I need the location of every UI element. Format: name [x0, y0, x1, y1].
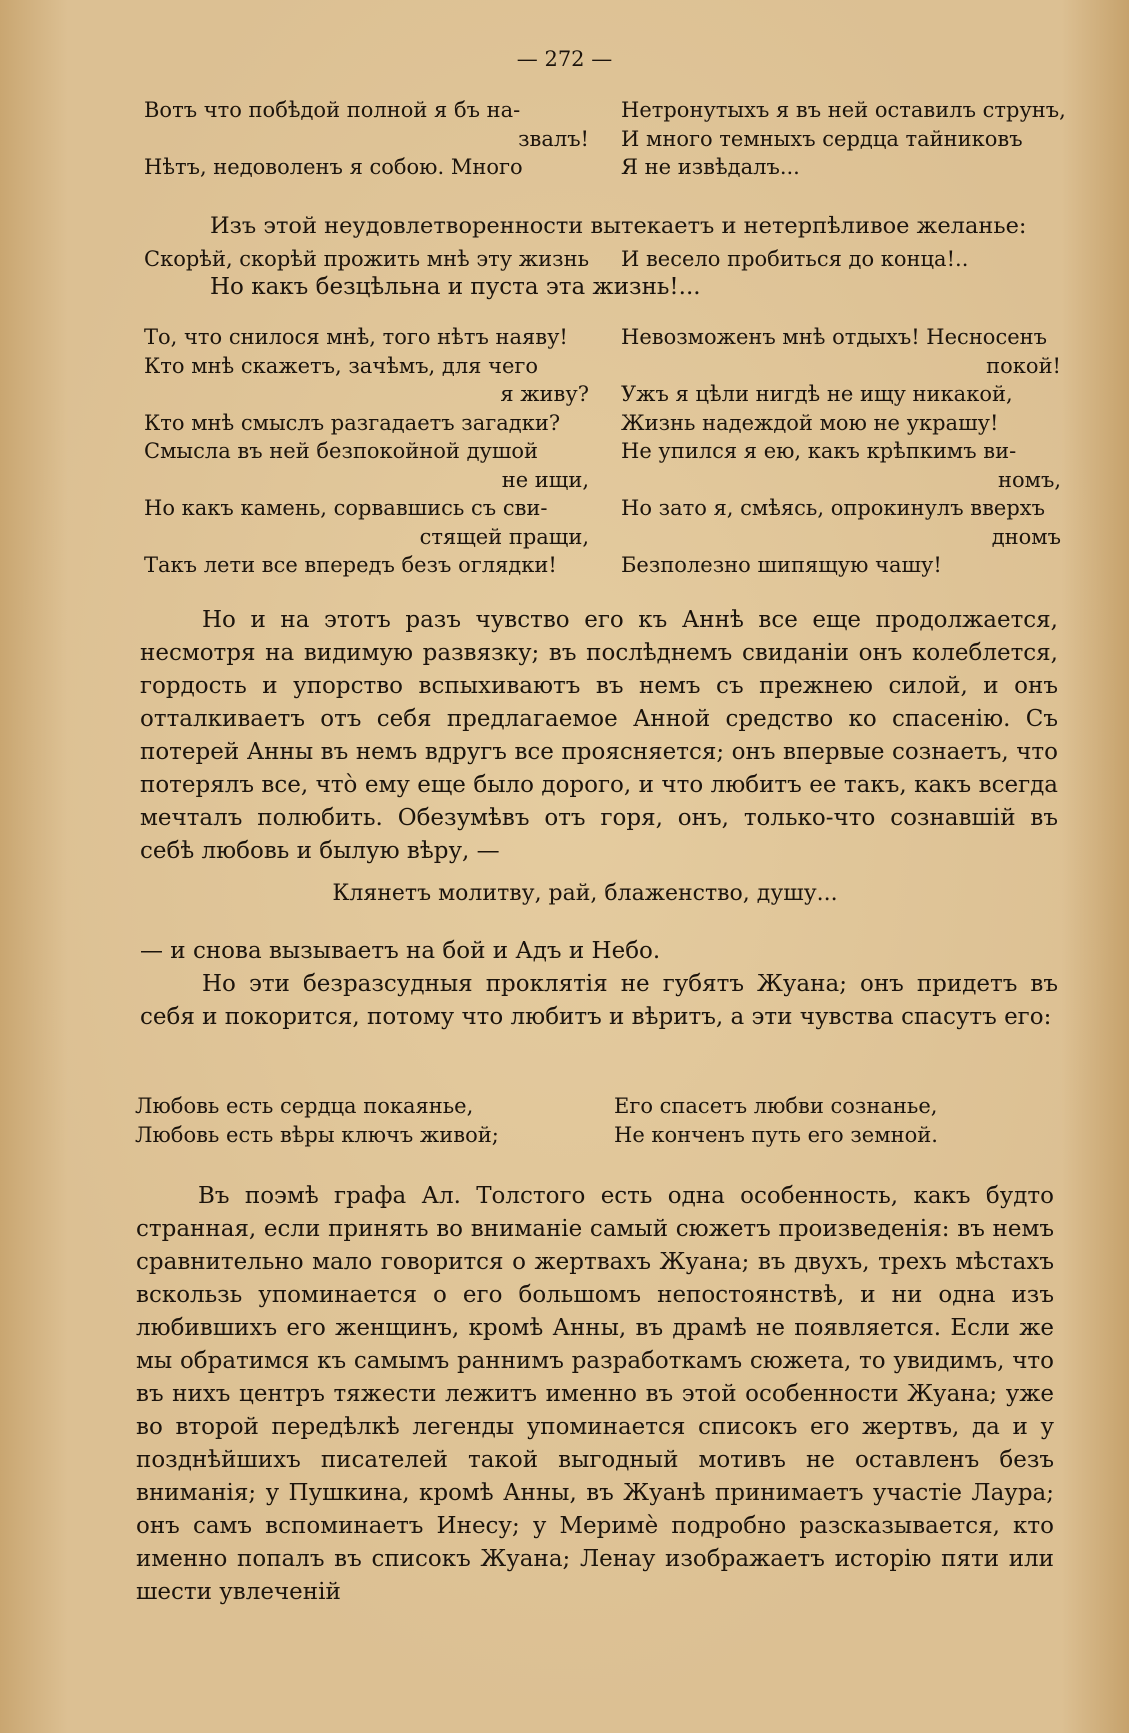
verse-line: Я не извѣдалъ... [621, 155, 800, 179]
paragraph-text: Въ поэмѣ графа Ал. Толстого есть одна особенность, какъ будто странная, если принять во вниманіе самый сюжетъ произведенія: въ немъ сравнительно мало говорится о жертвахъ Жуана; въ двухъ, трехъ мѣстахъ вскользь упоминается о его большомъ непостоянствѣ, и ни одна изъ любившихъ его женщинъ, кромѣ Анны, въ драмѣ не появляется. Если же мы обратимся къ самымъ раннимъ разработкамъ сюжета, то увидимъ, что въ нихъ центръ тяжести лежитъ именно въ этой особенности Жуана; уже во второй передѣлкѣ легенды упоминается списокъ его жертвъ, да и у позднѣйшихъ писателей такой выгодный мотивъ не оставленъ безъ вниманія; у Пушкина, кромѣ Анны, въ Жуанѣ принимаетъ участіе Лаура; онъ самъ вспоминаетъ Инесу; у Меримè подробно разсказывается, кто именно попалъ въ списокъ Жуана; Ленау изображаетъ исторію пяти или шести увлеченій [136, 1183, 1054, 1605]
verse-line: Не конченъ путь его земной. [614, 1122, 938, 1147]
verse-line: Кто мнѣ смыслъ разгадаетъ загадки? [144, 410, 561, 435]
verse-2-left [144, 323, 589, 580]
verse-1-left [144, 96, 589, 182]
verse-line: я живу? [500, 382, 589, 406]
verse-line: Ужъ я цѣли нигдѣ не ищу никакой, [621, 382, 1013, 406]
verse-line: Но зато я, смѣясь, опрокинулъ вверхъ [621, 496, 1045, 520]
verse-line: И много темныхъ сердца тайниковъ [621, 126, 1023, 151]
verse-line: номъ, [997, 467, 1061, 492]
verse-line: Невозможенъ мнѣ отдыхъ! Несносенъ [621, 325, 1047, 349]
transition-line: Изъ этой неудовлетворенности вытекаетъ и нетерпѣливое желанье: [210, 213, 1027, 239]
verse-line: Но какъ камень, сорвавшись съ сви- [144, 496, 548, 520]
verse-line: Безполезно шипящую чашу! [621, 553, 942, 577]
paragraph-text: — и снова вызываетъ на бой и Адъ и Небо. [140, 938, 661, 964]
verse-3-right [614, 1092, 1054, 1149]
verse-line: Нѣтъ, недоволенъ я собою. Много [144, 155, 523, 179]
verse-line: Скорѣй, скорѣй прожить мнѣ эту жизнь [144, 247, 589, 271]
verse-line: звалъ! [518, 126, 589, 151]
verse-line: То, что снилося мнѣ, того нѣтъ наяву! [144, 325, 568, 349]
verse-line: покой! [986, 353, 1061, 378]
verse-line: стящей пращи, [419, 524, 589, 549]
couplet-1-left [144, 245, 589, 274]
verse-2-right [621, 323, 1061, 580]
paragraph-text: Но эти безразсудныя проклятія не губятъ Жуана; онъ придетъ въ себя и покорится, потому что любитъ и вѣритъ, а эти чувства спасутъ его: [140, 971, 1058, 1030]
verse-3-left [135, 1092, 585, 1149]
paragraph-text: Но и на этотъ разъ чувство его къ Аннѣ все еще продолжается, несмотря на видимую развязку; въ послѣднемъ свиданіи онъ колеблется, гордость и упорство вспыхиваютъ въ немъ съ прежнею силой, и онъ отталкиваетъ отъ себя предлагаемое Анной средство ко спасенію. Съ потерей Анны въ немъ вдругъ все проясняется; онъ впервые сознаетъ, что потерялъ все, чтò ему еще было дорого, и что любитъ ее такъ, какъ всегда мечталъ полюбить. Обезумѣвъ отъ горя, онъ, только-что сознавшій въ себѣ любовь и былую вѣру, — [140, 607, 1058, 864]
verse-line: И весело пробиться до конца!.. [621, 247, 969, 271]
verse-line: Кто мнѣ скажетъ, зачѣмъ, для чего [144, 353, 539, 378]
verse-line: Такъ лети все впередъ безъ оглядки! [144, 553, 557, 577]
verse-line: Его спасетъ любви сознанье, [614, 1094, 938, 1118]
verse-line: Не упился я ею, какъ крѣпкимъ ви- [621, 439, 1017, 463]
verse-line: Любовь есть вѣры ключъ живой; [135, 1122, 499, 1147]
verse-line: дномъ [991, 524, 1061, 549]
verse-1-right [621, 96, 1066, 182]
verse-line: Вотъ что побѣдой полной я бъ на- [144, 98, 521, 122]
verse-line: не ищи, [501, 467, 589, 492]
empty-life-line: Но какъ безцѣльна и пуста эта жизнь!... [210, 274, 701, 300]
paragraph-3 [136, 1180, 1054, 1609]
couplet-1-right [621, 245, 1061, 274]
quote-line: Клянетъ молитву, рай, блаженство, душу... [332, 881, 838, 906]
paragraph-1 [140, 604, 1058, 868]
paragraph-2 [140, 935, 1058, 1034]
verse-line: Смысла въ ней безпокойной душой [144, 439, 539, 463]
verse-line: Нетронутыхъ я въ ней оставилъ струнъ, [621, 98, 1066, 122]
page-number: — 272 — [516, 47, 613, 71]
verse-line: Любовь есть сердца покаянье, [135, 1094, 474, 1118]
verse-line: Жизнь надеждой мою не украшу! [621, 410, 999, 435]
